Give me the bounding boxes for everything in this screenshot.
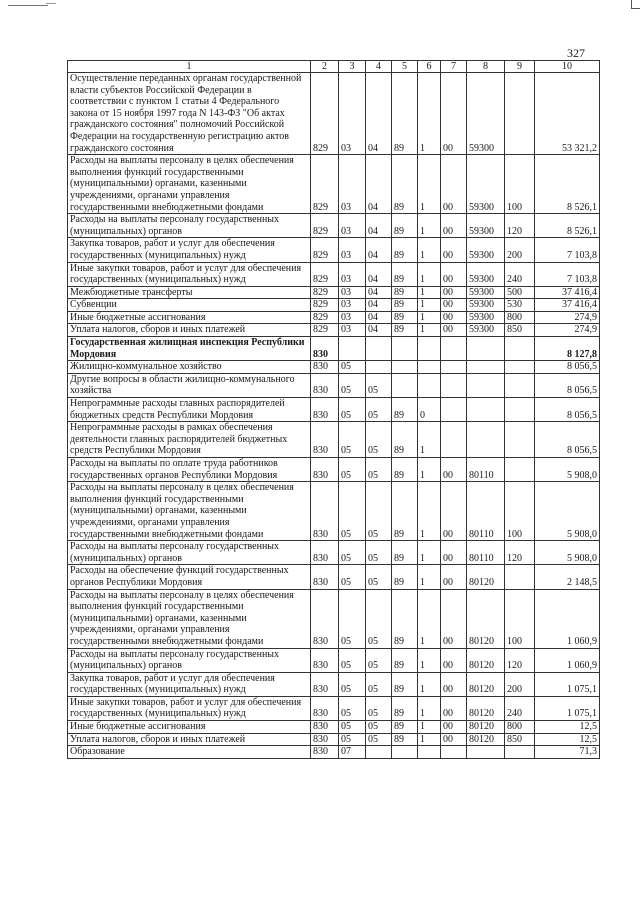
section-code-cell: 05 xyxy=(339,361,366,374)
main-event-code-cell: 00 xyxy=(441,733,467,746)
column-header: 1 xyxy=(68,61,311,73)
subsection-code-cell: 04 xyxy=(366,286,392,299)
section-code-cell: 05 xyxy=(339,721,366,734)
subprogram-code-cell: 1 xyxy=(418,422,441,458)
amount-cell: 8 526,1 xyxy=(535,214,600,238)
program-code-cell: 89 xyxy=(392,482,418,541)
section-code-cell: 03 xyxy=(339,214,366,238)
subsection-code-cell: 04 xyxy=(366,324,392,337)
row-name-cell: Иные бюджетные ассигнования xyxy=(68,721,311,734)
amount-cell: 8 526,1 xyxy=(535,155,600,214)
program-code-cell: 89 xyxy=(392,672,418,696)
main-event-code-cell: 00 xyxy=(441,214,467,238)
section-code-cell: 05 xyxy=(339,422,366,458)
row-name-cell: Межбюджетные трансферты xyxy=(68,286,311,299)
admin-code-cell: 830 xyxy=(311,373,339,397)
column-header: 3 xyxy=(339,61,366,73)
amount-cell: 37 416,4 xyxy=(535,299,600,312)
table-row xyxy=(68,373,600,397)
program-code-cell: 89 xyxy=(392,458,418,482)
table-row xyxy=(68,214,600,238)
column-header: 6 xyxy=(418,61,441,73)
direction-code-cell: 59300 xyxy=(467,324,505,337)
subprogram-code-cell: 1 xyxy=(418,299,441,312)
direction-code-cell: 80120 xyxy=(467,672,505,696)
row-name-cell: Уплата налогов, сборов и иных платежей xyxy=(68,324,311,337)
direction-code-cell xyxy=(467,337,505,361)
admin-code-cell: 830 xyxy=(311,648,339,672)
section-code-cell: 05 xyxy=(339,398,366,422)
main-event-code-cell: 00 xyxy=(441,155,467,214)
section-code-cell: 03 xyxy=(339,238,366,262)
program-code-cell: 89 xyxy=(392,589,418,648)
table-row xyxy=(68,155,600,214)
direction-code-cell: 80110 xyxy=(467,458,505,482)
scan-artifact-line xyxy=(8,5,48,6)
program-code-cell: 89 xyxy=(392,398,418,422)
table-row xyxy=(68,565,600,589)
section-code-cell: 07 xyxy=(339,746,366,759)
subsection-code-cell: 05 xyxy=(366,733,392,746)
row-name-cell: Расходы на выплаты персоналу государственных (муниципальных) органов xyxy=(68,214,311,238)
expense-type-cell: 100 xyxy=(505,589,535,648)
row-name-cell: Расходы на выплаты персоналу в целях обеспечения выполнения функций государственными (муниципальными) органами, казенными учреждениями, органами управления государственными внебюджетными фондами xyxy=(68,482,311,541)
expense-type-cell xyxy=(505,746,535,759)
direction-code-cell xyxy=(467,422,505,458)
amount-cell: 1 060,9 xyxy=(535,589,600,648)
page-number: 327 xyxy=(567,46,585,60)
admin-code-cell: 829 xyxy=(311,286,339,299)
subprogram-code-cell xyxy=(418,746,441,759)
table-row xyxy=(68,299,600,312)
table-row xyxy=(68,238,600,262)
subsection-code-cell: 04 xyxy=(366,262,392,286)
admin-code-cell: 829 xyxy=(311,262,339,286)
program-code-cell: 89 xyxy=(392,262,418,286)
subsection-code-cell xyxy=(366,337,392,361)
row-name-cell: Расходы на выплаты персоналу в целях обеспечения выполнения функций государственными (муниципальными) органами, казенными учреждениями, органами управления государственными внебюджетными фондами xyxy=(68,589,311,648)
main-event-code-cell xyxy=(441,337,467,361)
amount-cell: 7 103,8 xyxy=(535,238,600,262)
amount-cell: 5 908,0 xyxy=(535,541,600,565)
amount-cell: 2 148,5 xyxy=(535,565,600,589)
direction-code-cell: 59300 xyxy=(467,214,505,238)
program-code-cell: 89 xyxy=(392,721,418,734)
program-code-cell: 89 xyxy=(392,299,418,312)
table-row xyxy=(68,746,600,759)
row-name-cell: Расходы на выплаты персоналу государственных (муниципальных) органов xyxy=(68,541,311,565)
row-name-cell: Закупка товаров, работ и услуг для обеспечения государственных (муниципальных) нужд xyxy=(68,672,311,696)
direction-code-cell: 80110 xyxy=(467,482,505,541)
admin-code-cell: 830 xyxy=(311,672,339,696)
admin-code-cell: 830 xyxy=(311,482,339,541)
section-code-cell: 03 xyxy=(339,155,366,214)
row-name-cell: Иные закупки товаров, работ и услуг для обеспечения государственных (муниципальных) нужд xyxy=(68,262,311,286)
scan-artifact-dash xyxy=(46,3,56,4)
subsection-code-cell: 05 xyxy=(366,696,392,720)
subprogram-code-cell: 1 xyxy=(418,311,441,324)
subsection-code-cell: 04 xyxy=(366,238,392,262)
subprogram-code-cell xyxy=(418,337,441,361)
subsection-code-cell: 05 xyxy=(366,482,392,541)
amount-cell: 1 060,9 xyxy=(535,648,600,672)
subprogram-code-cell: 1 xyxy=(418,155,441,214)
program-code-cell: 89 xyxy=(392,238,418,262)
expense-type-cell: 800 xyxy=(505,311,535,324)
direction-code-cell xyxy=(467,373,505,397)
program-code-cell: 89 xyxy=(392,541,418,565)
table-row xyxy=(68,361,600,374)
direction-code-cell: 80110 xyxy=(467,541,505,565)
main-event-code-cell xyxy=(441,361,467,374)
direction-code-cell: 59300 xyxy=(467,73,505,155)
subprogram-code-cell: 1 xyxy=(418,589,441,648)
program-code-cell: 89 xyxy=(392,214,418,238)
expense-type-cell: 240 xyxy=(505,696,535,720)
expense-type-cell: 100 xyxy=(505,155,535,214)
row-name-cell: Образование xyxy=(68,746,311,759)
section-code-cell: 05 xyxy=(339,541,366,565)
section-code-cell xyxy=(339,337,366,361)
subprogram-code-cell: 1 xyxy=(418,238,441,262)
program-code-cell: 89 xyxy=(392,733,418,746)
row-name-cell: Жилищно-коммунальное хозяйство xyxy=(68,361,311,374)
subsection-code-cell: 04 xyxy=(366,214,392,238)
section-code-cell: 03 xyxy=(339,311,366,324)
main-event-code-cell: 00 xyxy=(441,458,467,482)
expense-type-cell xyxy=(505,73,535,155)
subprogram-code-cell: 1 xyxy=(418,648,441,672)
subprogram-code-cell: 1 xyxy=(418,733,441,746)
column-header: 8 xyxy=(467,61,505,73)
section-code-cell: 05 xyxy=(339,458,366,482)
table-row xyxy=(68,696,600,720)
subsection-code-cell: 05 xyxy=(366,541,392,565)
subsection-code-cell xyxy=(366,361,392,374)
amount-cell: 8 056,5 xyxy=(535,373,600,397)
admin-code-cell: 829 xyxy=(311,155,339,214)
budget-table xyxy=(67,60,600,759)
amount-cell: 71,3 xyxy=(535,746,600,759)
main-event-code-cell: 00 xyxy=(441,482,467,541)
subprogram-code-cell: 1 xyxy=(418,541,441,565)
main-event-code-cell: 00 xyxy=(441,541,467,565)
column-header: 4 xyxy=(366,61,392,73)
program-code-cell xyxy=(392,361,418,374)
admin-code-cell: 830 xyxy=(311,361,339,374)
section-code-cell: 03 xyxy=(339,324,366,337)
subsection-code-cell: 05 xyxy=(366,422,392,458)
admin-code-cell: 830 xyxy=(311,458,339,482)
subprogram-code-cell xyxy=(418,361,441,374)
direction-code-cell: 80120 xyxy=(467,589,505,648)
main-event-code-cell xyxy=(441,398,467,422)
amount-cell: 274,9 xyxy=(535,311,600,324)
admin-code-cell: 830 xyxy=(311,696,339,720)
amount-cell: 274,9 xyxy=(535,324,600,337)
subprogram-code-cell xyxy=(418,373,441,397)
subprogram-code-cell: 1 xyxy=(418,214,441,238)
direction-code-cell: 59300 xyxy=(467,299,505,312)
section-code-cell: 05 xyxy=(339,589,366,648)
subsection-code-cell: 05 xyxy=(366,373,392,397)
table-row xyxy=(68,398,600,422)
direction-code-cell: 59300 xyxy=(467,311,505,324)
expense-type-cell: 100 xyxy=(505,482,535,541)
expense-type-cell: 850 xyxy=(505,324,535,337)
main-event-code-cell: 00 xyxy=(441,565,467,589)
direction-code-cell: 80120 xyxy=(467,565,505,589)
table-row xyxy=(68,422,600,458)
expense-type-cell: 850 xyxy=(505,733,535,746)
amount-cell: 7 103,8 xyxy=(535,262,600,286)
table-body xyxy=(68,73,600,759)
table-row xyxy=(68,73,600,155)
admin-code-cell: 829 xyxy=(311,214,339,238)
direction-code-cell: 80120 xyxy=(467,721,505,734)
main-event-code-cell: 00 xyxy=(441,238,467,262)
main-event-code-cell: 00 xyxy=(441,696,467,720)
amount-cell: 1 075,1 xyxy=(535,696,600,720)
row-name-cell: Расходы на выплаты персоналу в целях обеспечения выполнения функций государственными (муниципальными) органами, казенными учреждениями, органами управления государственными внебюджетными фондами xyxy=(68,155,311,214)
direction-code-cell: 80120 xyxy=(467,733,505,746)
expense-type-cell: 120 xyxy=(505,648,535,672)
row-name-cell: Непрограммные расходы главных распорядителей бюджетных средств Республики Мордовия xyxy=(68,398,311,422)
expense-type-cell: 200 xyxy=(505,672,535,696)
direction-code-cell: 80120 xyxy=(467,648,505,672)
row-name-cell: Закупка товаров, работ и услуг для обеспечения государственных (муниципальных) нужд xyxy=(68,238,311,262)
subprogram-code-cell: 1 xyxy=(418,696,441,720)
main-event-code-cell: 00 xyxy=(441,589,467,648)
column-header: 2 xyxy=(311,61,339,73)
program-code-cell xyxy=(392,746,418,759)
program-code-cell: 89 xyxy=(392,565,418,589)
program-code-cell: 89 xyxy=(392,696,418,720)
main-event-code-cell: 00 xyxy=(441,286,467,299)
column-header: 10 xyxy=(535,61,600,73)
main-event-code-cell: 00 xyxy=(441,721,467,734)
admin-code-cell: 829 xyxy=(311,73,339,155)
amount-cell: 37 416,4 xyxy=(535,286,600,299)
amount-cell: 8 056,5 xyxy=(535,422,600,458)
row-name-cell: Другие вопросы в области жилищно-коммунального хозяйства xyxy=(68,373,311,397)
admin-code-cell: 829 xyxy=(311,324,339,337)
expense-type-cell: 120 xyxy=(505,214,535,238)
expense-type-cell xyxy=(505,361,535,374)
program-code-cell: 89 xyxy=(392,324,418,337)
direction-code-cell xyxy=(467,746,505,759)
expense-type-cell: 200 xyxy=(505,238,535,262)
admin-code-cell: 830 xyxy=(311,422,339,458)
amount-cell: 8 127,8 xyxy=(535,337,600,361)
amount-cell: 12,5 xyxy=(535,721,600,734)
section-code-cell: 05 xyxy=(339,733,366,746)
main-event-code-cell: 00 xyxy=(441,672,467,696)
section-code-cell: 05 xyxy=(339,565,366,589)
direction-code-cell: 59300 xyxy=(467,238,505,262)
program-code-cell xyxy=(392,373,418,397)
row-name-cell: Расходы на выплаты по оплате труда работников государственных органов Республики Мордовия xyxy=(68,458,311,482)
expense-type-cell xyxy=(505,458,535,482)
table-row xyxy=(68,648,600,672)
column-header: 9 xyxy=(505,61,535,73)
section-code-cell: 05 xyxy=(339,648,366,672)
row-name-cell: Государственная жилищная инспекция Республики Мордовия xyxy=(68,337,311,361)
row-name-cell: Иные закупки товаров, работ и услуг для обеспечения государственных (муниципальных) нужд xyxy=(68,696,311,720)
table-row xyxy=(68,262,600,286)
section-code-cell: 05 xyxy=(339,672,366,696)
section-code-cell: 03 xyxy=(339,73,366,155)
subprogram-code-cell: 1 xyxy=(418,73,441,155)
section-code-cell: 05 xyxy=(339,696,366,720)
table-row xyxy=(68,286,600,299)
section-code-cell: 03 xyxy=(339,262,366,286)
program-code-cell xyxy=(392,337,418,361)
table-row xyxy=(68,311,600,324)
direction-code-cell: 59300 xyxy=(467,262,505,286)
expense-type-cell xyxy=(505,373,535,397)
amount-cell: 53 321,2 xyxy=(535,73,600,155)
expense-type-cell: 800 xyxy=(505,721,535,734)
program-code-cell: 89 xyxy=(392,648,418,672)
main-event-code-cell: 00 xyxy=(441,73,467,155)
subprogram-code-cell: 1 xyxy=(418,262,441,286)
expense-type-cell: 120 xyxy=(505,541,535,565)
direction-code-cell: 80120 xyxy=(467,696,505,720)
amount-cell: 8 056,5 xyxy=(535,361,600,374)
admin-code-cell: 830 xyxy=(311,337,339,361)
subprogram-code-cell: 1 xyxy=(418,324,441,337)
table-header-row xyxy=(68,61,600,73)
expense-type-cell: 500 xyxy=(505,286,535,299)
subsection-code-cell: 05 xyxy=(366,672,392,696)
direction-code-cell: 59300 xyxy=(467,286,505,299)
subsection-code-cell: 05 xyxy=(366,721,392,734)
table-row xyxy=(68,337,600,361)
main-event-code-cell: 00 xyxy=(441,648,467,672)
table-row xyxy=(68,672,600,696)
row-name-cell: Субвенции xyxy=(68,299,311,312)
subsection-code-cell: 05 xyxy=(366,458,392,482)
admin-code-cell: 830 xyxy=(311,589,339,648)
subprogram-code-cell: 1 xyxy=(418,721,441,734)
table-row xyxy=(68,324,600,337)
main-event-code-cell xyxy=(441,422,467,458)
subsection-code-cell: 05 xyxy=(366,565,392,589)
row-name-cell: Непрограммные расходы в рамках обеспечения деятельности главных распорядителей бюджетных средств Республики Мордовия xyxy=(68,422,311,458)
expense-type-cell xyxy=(505,422,535,458)
admin-code-cell: 830 xyxy=(311,721,339,734)
main-event-code-cell xyxy=(441,373,467,397)
subsection-code-cell: 04 xyxy=(366,155,392,214)
column-header: 7 xyxy=(441,61,467,73)
amount-cell: 5 908,0 xyxy=(535,458,600,482)
direction-code-cell xyxy=(467,361,505,374)
expense-type-cell: 240 xyxy=(505,262,535,286)
section-code-cell: 03 xyxy=(339,299,366,312)
subprogram-code-cell: 1 xyxy=(418,672,441,696)
amount-cell: 5 908,0 xyxy=(535,482,600,541)
main-event-code-cell: 00 xyxy=(441,299,467,312)
subprogram-code-cell: 1 xyxy=(418,565,441,589)
section-code-cell: 03 xyxy=(339,286,366,299)
table-row xyxy=(68,721,600,734)
subprogram-code-cell: 1 xyxy=(418,458,441,482)
scan-corner-mark xyxy=(631,0,640,9)
section-code-cell: 05 xyxy=(339,373,366,397)
amount-cell: 1 075,1 xyxy=(535,672,600,696)
expense-type-cell: 530 xyxy=(505,299,535,312)
amount-cell: 8 056,5 xyxy=(535,398,600,422)
expense-type-cell xyxy=(505,337,535,361)
subsection-code-cell: 05 xyxy=(366,398,392,422)
table-row xyxy=(68,733,600,746)
program-code-cell: 89 xyxy=(392,422,418,458)
expense-type-cell xyxy=(505,565,535,589)
subsection-code-cell xyxy=(366,746,392,759)
admin-code-cell: 830 xyxy=(311,565,339,589)
subprogram-code-cell: 1 xyxy=(418,286,441,299)
admin-code-cell: 830 xyxy=(311,398,339,422)
section-code-cell: 05 xyxy=(339,482,366,541)
main-event-code-cell: 00 xyxy=(441,262,467,286)
subsection-code-cell: 04 xyxy=(366,73,392,155)
admin-code-cell: 829 xyxy=(311,238,339,262)
subprogram-code-cell: 0 xyxy=(418,398,441,422)
admin-code-cell: 830 xyxy=(311,733,339,746)
program-code-cell: 89 xyxy=(392,311,418,324)
program-code-cell: 89 xyxy=(392,155,418,214)
main-event-code-cell xyxy=(441,746,467,759)
subsection-code-cell: 05 xyxy=(366,589,392,648)
admin-code-cell: 830 xyxy=(311,541,339,565)
admin-code-cell: 829 xyxy=(311,311,339,324)
amount-cell: 12,5 xyxy=(535,733,600,746)
subprogram-code-cell: 1 xyxy=(418,482,441,541)
admin-code-cell: 829 xyxy=(311,299,339,312)
expense-type-cell xyxy=(505,398,535,422)
program-code-cell: 89 xyxy=(392,73,418,155)
row-name-cell: Уплата налогов, сборов и иных платежей xyxy=(68,733,311,746)
main-event-code-cell: 00 xyxy=(441,311,467,324)
direction-code-cell: 59300 xyxy=(467,155,505,214)
table-row xyxy=(68,458,600,482)
row-name-cell: Расходы на выплаты персоналу государственных (муниципальных) органов xyxy=(68,648,311,672)
subsection-code-cell: 04 xyxy=(366,311,392,324)
admin-code-cell: 830 xyxy=(311,746,339,759)
row-name-cell: Иные бюджетные ассигнования xyxy=(68,311,311,324)
program-code-cell: 89 xyxy=(392,286,418,299)
column-header: 5 xyxy=(392,61,418,73)
table-row xyxy=(68,541,600,565)
main-event-code-cell: 00 xyxy=(441,324,467,337)
direction-code-cell xyxy=(467,398,505,422)
table-row xyxy=(68,482,600,541)
row-name-cell: Осуществление переданных органам государственной власти субъектов Российской Федерации в соответствии с пунктом 1 статьи 4 Федерального закона от 15 ноября 1997 года N 143-ФЗ "Об актах гражданского состояния" полномочий Российской Федерации на государственную регистрацию актов гражданского состояния xyxy=(68,73,311,155)
subsection-code-cell: 05 xyxy=(366,648,392,672)
table-row xyxy=(68,589,600,648)
row-name-cell: Расходы на обеспечение функций государственных органов Республики Мордовия xyxy=(68,565,311,589)
subsection-code-cell: 04 xyxy=(366,299,392,312)
